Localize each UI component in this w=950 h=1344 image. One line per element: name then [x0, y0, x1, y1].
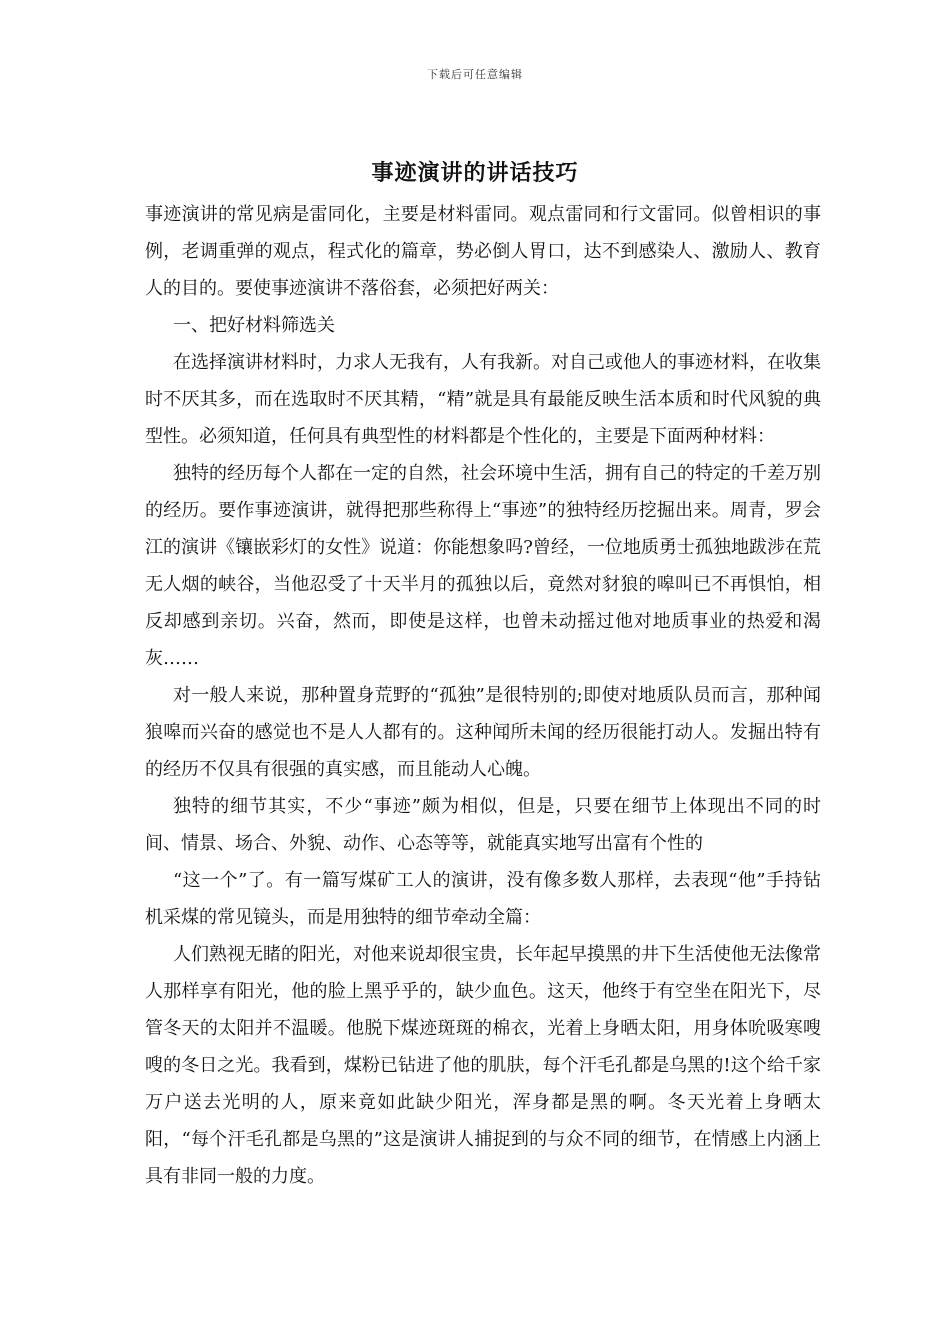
document-title: 事迹演讲的讲话技巧 [371, 160, 579, 186]
document-body [145, 196, 821, 1195]
paragraph: 人们熟视无睹的阳光，对他来说却很宝贵，长年起早摸黑的井下生活使他无法像常人那样享有阳光，他的脸上黑乎乎的，缺少血色。这天，他终于有空坐在阳光下，尽管冬天的太阳并不温暖。他脱下煤迹斑斑的棉衣，光着上身晒太阳，用身体吮吸寒嗖嗖的冬日之光。我看到，煤粉已钻进了他的肌肤，每个汗毛孔都是乌黑的!这个给千家万户送去光明的人，原来竟如此缺少阳光，浑身都是黑的啊。冬天光着上身晒太阳，“每个汗毛孔都是乌黑的”这是演讲人捕捉到的与众不同的细节，在情感上内涵上具有非同一般的力度。 [145, 944, 821, 1187]
paragraph: 独特的细节其实，不少“事迹”颇为相似，但是，只要在细节上体现出不同的时间、情景、场合、外貌、动作、心态等等，就能真实地写出富有个性的 [145, 796, 821, 854]
header-note: 下载后可任意编辑 [427, 68, 523, 81]
section-heading: 一、把好材料筛选关 [173, 315, 335, 336]
paragraph: “这一个”了。有一篇写煤矿工人的演讲，没有像多数人那样，去表现“他”手持钻机采煤的常见镜头，而是用独特的细节牵动全篇： [145, 870, 821, 928]
paragraph: 独特的经历每个人都在一定的自然，社会环境中生活，拥有自己的特定的千差万别的经历。要作事迹演讲，就得把那些称得上“事迹”的独特经历挖掘出来。周青，罗会江的演讲《镶嵌彩灯的女性》说道：你能想象吗?曾经，一位地质勇士孤独地跋涉在荒无人烟的峡谷，当他忍受了十天半月的孤独以后，竟然对豺狼的嗥叫已不再惧怕，相反却感到亲切。兴奋，然而，即使是这样，也曾未动摇过他对地质事业的热爱和渴灰…… [145, 463, 821, 669]
paragraph-intro: 事迹演讲的常见病是雷同化，主要是材料雷同。观点雷同和行文雷同。似曾相识的事例，老调重弹的观点，程式化的篇章，势必倒人胃口，达不到感染人、激励人、教育人的目的。要使事迹演讲不落俗套，必须把好两关： [145, 204, 821, 299]
paragraph: 在选择演讲材料时，力求人无我有，人有我新。对自己或他人的事迹材料，在收集时不厌其多，而在选取时不厌其精，“精”就是具有最能反映生活本质和时代风貌的典型性。必须知道，任何具有典型性的材料都是个性化的，主要是下面两种材料： [145, 352, 821, 447]
paragraph: 对一般人来说，那种置身荒野的“孤独”是很特别的;即使对地质队员而言，那种闻狼嗥而兴奋的感觉也不是人人都有的。这种闻所未闻的经历很能打动人。发掘出特有的经历不仅具有很强的真实感，而且能动人心魄。 [145, 685, 821, 780]
